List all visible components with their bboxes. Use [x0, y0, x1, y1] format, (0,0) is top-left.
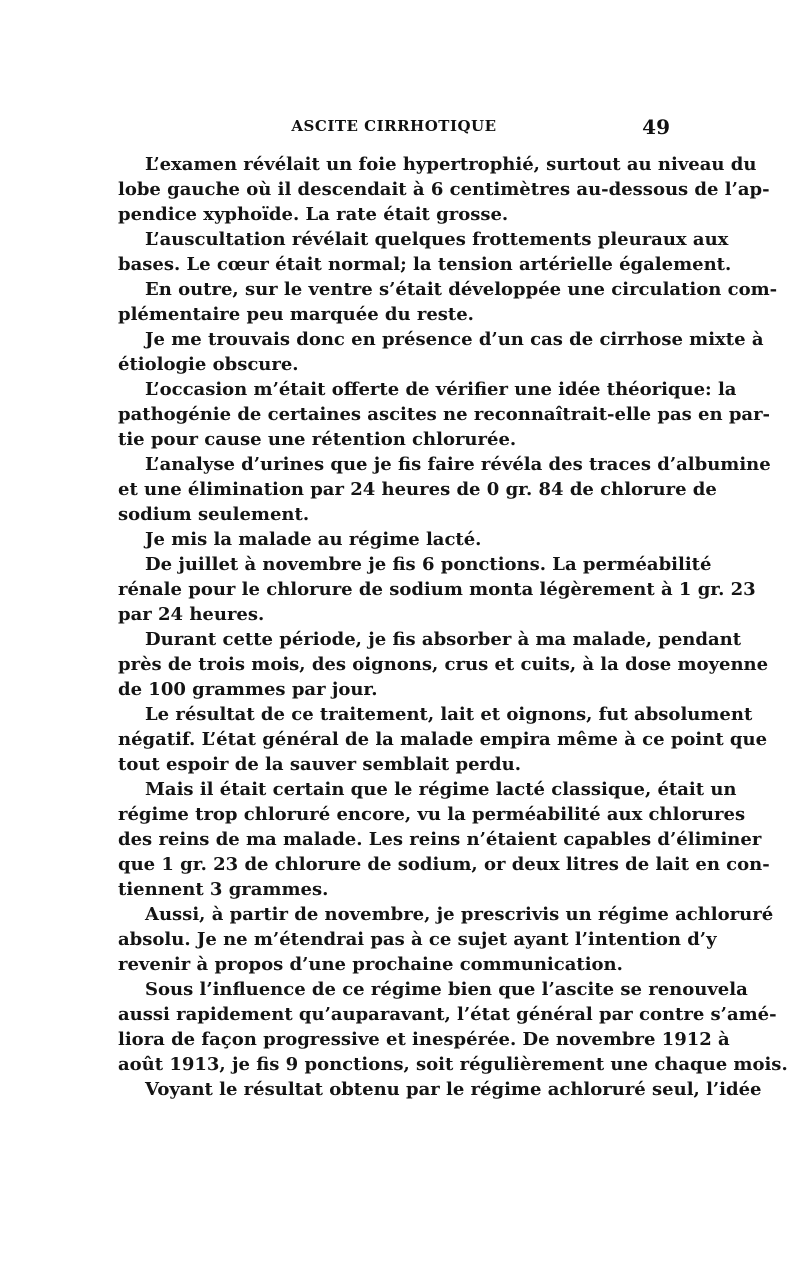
text-line: L’examen révélait un foie hypertrophié, surtout au niveau du [145, 154, 757, 175]
paragraph [118, 777, 770, 902]
text-line: Voyant le résultat obtenu par le régime achloruré seul, l’idée [145, 1079, 762, 1100]
text-line: L’analyse d’urines que je fis faire révéla des traces d’albumine [145, 454, 771, 475]
paragraph [118, 527, 670, 552]
paragraph [118, 377, 771, 452]
body-text [118, 152, 788, 1102]
text-line: rénale pour le chlorure de sodium monta légèrement à 1 gr. 23 [118, 579, 756, 600]
page-number: 49 [642, 115, 670, 139]
paragraph [118, 277, 778, 327]
paragraph [118, 1077, 762, 1102]
paragraph [118, 627, 769, 702]
text-line: Mais il était certain que le régime lacté classique, était un [145, 779, 737, 800]
paragraph [118, 227, 732, 277]
text-line: étiologie obscure. [118, 354, 299, 375]
paragraph [118, 902, 774, 977]
text-line: Sous l’influence de ce régime bien que l’ascite se renouvela [145, 979, 748, 1000]
text-line: négatif. L’état général de la malade empira même à ce point que [118, 729, 768, 750]
text-line: Aussi, à partir de novembre, je prescrivis un régime achloruré [145, 904, 774, 925]
text-line: L’auscultation révélait quelques frottements pleuraux aux [145, 229, 729, 250]
text-line: bases. Le cœur était normal; la tension artérielle également. [118, 254, 732, 275]
paragraph [118, 702, 768, 777]
running-title: ASCITE CIRRHOTIQUE [291, 117, 497, 135]
text-line: En outre, sur le ventre s’était développée une circulation com- [145, 279, 778, 300]
text-line: liora de façon progressive et inespérée. De novembre 1912 à [118, 1029, 730, 1050]
text-line: tout espoir de la sauver semblait perdu. [118, 754, 521, 775]
text-line: tiennent 3 grammes. [118, 879, 329, 900]
text-line: Je mis la malade au régime lacté. [145, 529, 482, 550]
text-line: régime trop chloruré encore, vu la perméabilité aux chlorures [118, 804, 746, 825]
text-line: pathogénie de certaines ascites ne reconnaîtrait-elle pas en par- [118, 404, 771, 425]
text-line: Je me trouvais donc en présence d’un cas de cirrhose mixte à [145, 329, 764, 350]
text-line: près de trois mois, des oignons, crus et cuits, à la dose moyenne [118, 654, 769, 675]
text-line: et une élimination par 24 heures de 0 gr. 84 de chlorure de [118, 479, 717, 500]
running-head [118, 115, 670, 139]
paragraph [118, 977, 788, 1077]
text-line: août 1913, je fis 9 ponctions, soit régulièrement une chaque mois. [118, 1054, 788, 1075]
text-line: des reins de ma malade. Les reins n’étaient capables d’éliminer [118, 829, 762, 850]
text-line: Le résultat de ce traitement, lait et oignons, fut absolument [145, 704, 753, 725]
text-line: absolu. Je ne m’étendrai pas à ce sujet ayant l’intention d’y [118, 929, 717, 950]
text-line: tie pour cause une rétention chlorurée. [118, 429, 517, 450]
text-line: aussi rapidement qu’auparavant, l’état général par contre s’amé- [118, 1004, 777, 1025]
text-line: plémentaire peu marquée du reste. [118, 304, 474, 325]
text-line: pendice xyphoïde. La rate était grosse. [118, 204, 509, 225]
text-line: revenir à propos d’une prochaine communication. [118, 954, 623, 975]
text-line: L’occasion m’était offerte de vérifier une idée théorique: la [145, 379, 737, 400]
text-line: que 1 gr. 23 de chlorure de sodium, or deux litres de lait en con- [118, 854, 770, 875]
text-line: Durant cette période, je fis absorber à ma malade, pendant [145, 629, 742, 650]
paragraph [118, 452, 771, 527]
text-line: lobe gauche où il descendait à 6 centimètres au-dessous de l’ap- [118, 179, 770, 200]
text-line: sodium seulement. [118, 504, 310, 525]
paragraph [118, 152, 770, 227]
paragraph [118, 552, 756, 627]
paragraph [118, 327, 764, 377]
text-line: de 100 grammes par jour. [118, 679, 378, 700]
text-line: par 24 heures. [118, 604, 265, 625]
text-line: De juillet à novembre je fis 6 ponctions. La perméabilité [145, 554, 712, 575]
